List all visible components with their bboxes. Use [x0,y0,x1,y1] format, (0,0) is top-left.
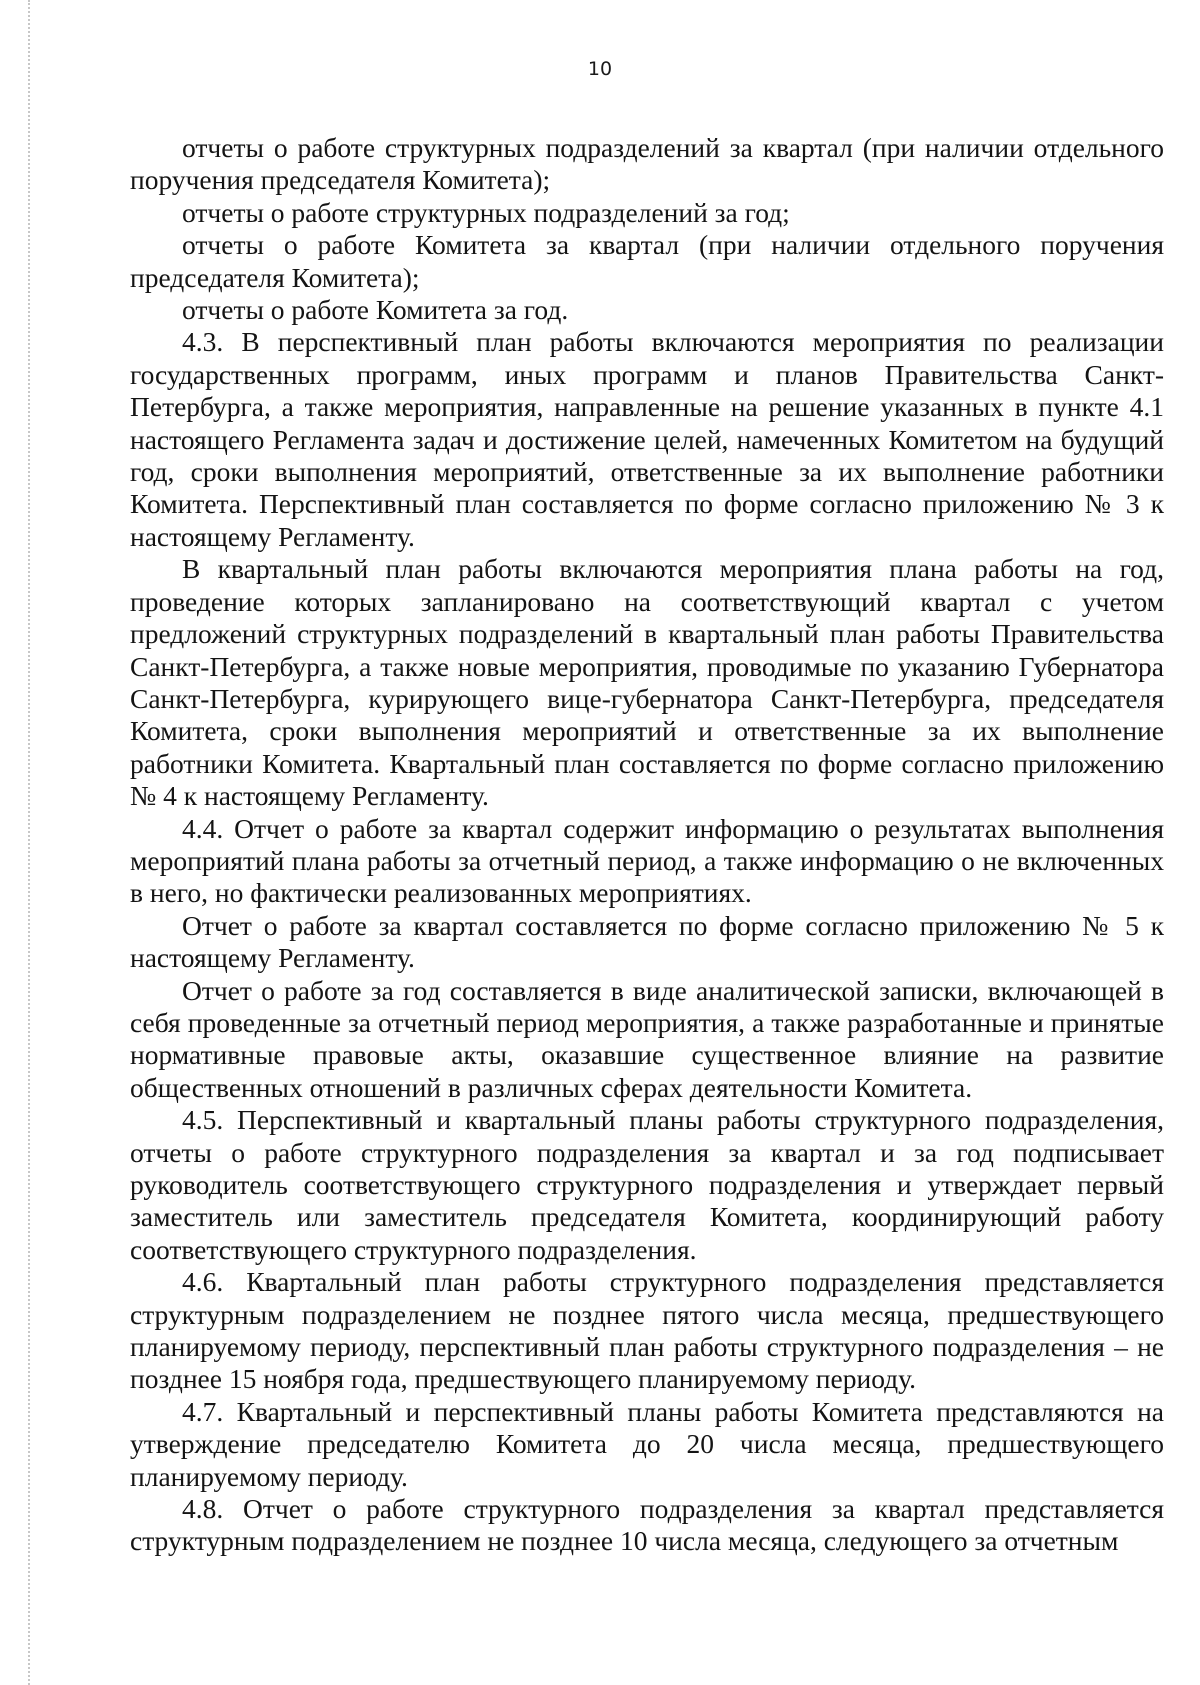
paragraph: 4.5. Перспективный и квартальный планы работы структурного подразделения, отчеты о работе структурного подразделения за квартал и за год подписывает руководитель соответствующего структурного подразделения и утверждает первый заместитель или заместитель председателя Комитета, координирующий работу соответствующего структурного подразделения. [130,1104,1164,1265]
paragraph: отчеты о работе Комитета за год. [182,294,569,326]
paragraph: 4.6. Квартальный план работы структурного подразделения представляется структурным подразделением не позднее пятого числа месяца, предшествующего планируемому периоду, перспективный план работы структурного подразделения – не позднее 15 ноября года, предшествующего планируемому периоду. [130,1266,1164,1395]
page-number: 10 [587,58,613,80]
paragraph: 4.8. Отчет о работе структурного подразделения за квартал представляется структурным подразделением не позднее 10 числа месяца, следующего за отчетным [130,1493,1164,1557]
paragraph: 4.3. В перспективный план работы включаются мероприятия по реализации государственных программ, иных программ и планов Правительства Санкт-Петербурга, а также мероприятия, направленные на решение указанных в пункте 4.1 настоящего Регламента задач и достижение целей, намеченных Комитетом на будущий год, сроки выполнения мероприятий, ответственные за их выполнение работники Комитета. Перспективный план составляется по форме согласно приложению № 3 к настоящему Регламенту. [130,326,1164,552]
paragraph: 4.4. Отчет о работе за квартал содержит информацию о результатах выполнения мероприятий плана работы за отчетный период, а также информацию о не включенных в него, но фактически реализованных мероприятиях. [130,812,1164,909]
document-body [130,132,1164,1558]
paragraph: Отчет о работе за год составляется в виде аналитической записки, включающей в себя проведенные за отчетный период мероприятия, а также разработанные и принятые нормативные правовые акты, оказавшие существенное влияние на развитие общественных отношений в различных сферах деятельности Комитета. [130,974,1164,1103]
paragraph: отчеты о работе Комитета за квартал (при наличии отдельного поручения председателя Комитета); [130,229,1164,293]
paragraph: Отчет о работе за квартал составляется по форме согласно приложению № 5 к настоящему Регламенту. [130,909,1164,974]
paragraph: отчеты о работе структурных подразделений за квартал (при наличии отдельного поручения председателя Комитета); [130,132,1164,196]
paragraph: 4.7. Квартальный и перспективный планы работы Комитета представляются на утверждение председателю Комитета до 20 числа месяца, предшествующего планируемому периоду. [130,1395,1164,1492]
scan-edge-artifact [28,0,32,1685]
paragraph: В квартальный план работы включаются мероприятия плана работы на год, проведение которых запланировано на соответствующий квартал с учетом предложений структурных подразделений в квартальный план работы Правительства Санкт-Петербурга, а также новые мероприятия, проводимые по указанию Губернатора Санкт-Петербурга, курирующего вице-губернатора Санкт-Петербурга, председателя Комитета, сроки выполнения мероприятий и ответственные за их выполнение работники Комитета. Квартальный план составляется по форме согласно приложению № 4 к настоящему Регламенту. [130,553,1164,812]
paragraph: отчеты о работе структурных подразделений за год; [182,196,790,228]
